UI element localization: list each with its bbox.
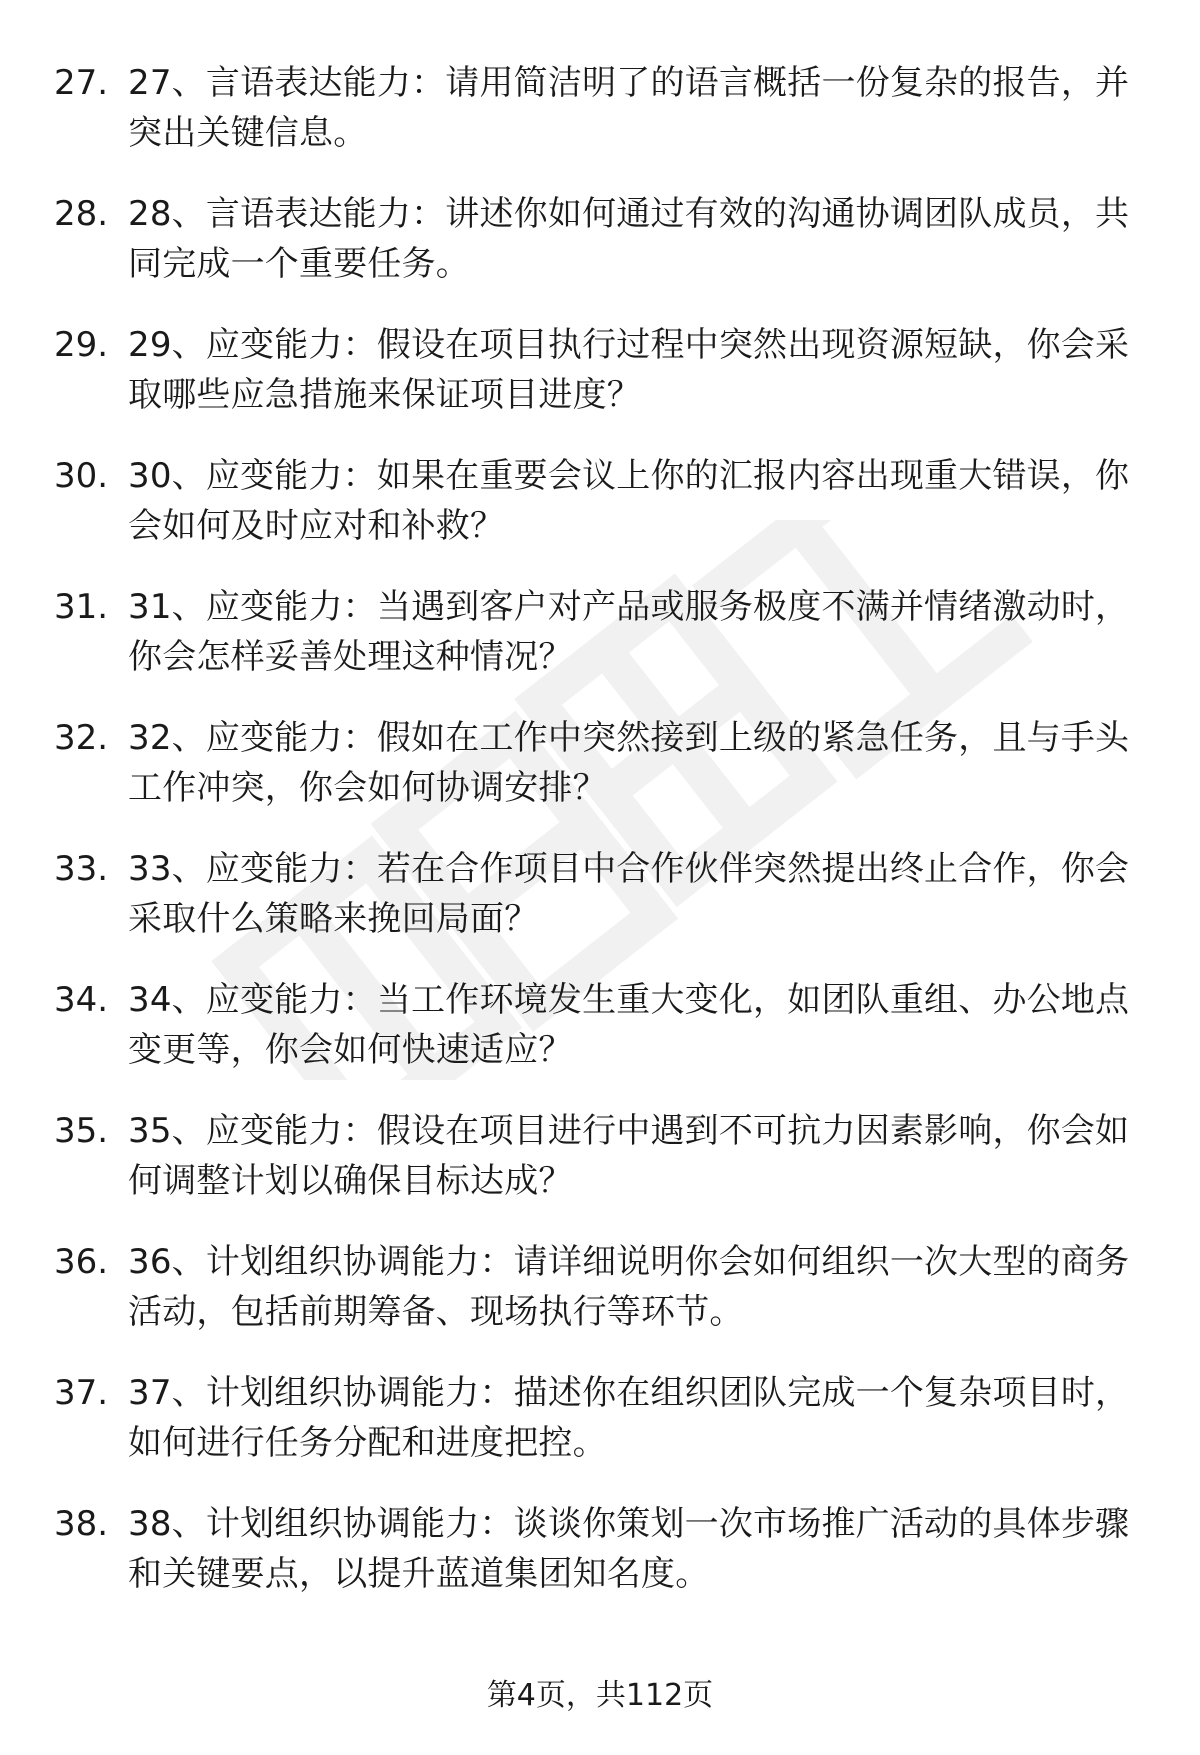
question-item xyxy=(0,1499,1200,1630)
question-number: 29. xyxy=(54,325,109,365)
question-item xyxy=(0,451,1200,582)
question-text: 27、言语表达能力：请用简洁明了的语言概括一份复杂的报告，并突出关键信息。 xyxy=(128,63,1130,153)
question-item xyxy=(0,1237,1200,1368)
question-number: 37. xyxy=(54,1373,109,1413)
question-number: 28. xyxy=(54,194,109,234)
question-text: 34、应变能力：当工作环境发生重大变化，如团队重组、办公地点变更等，你会如何快速适应？ xyxy=(128,980,1130,1070)
question-number: 30. xyxy=(54,456,109,496)
question-text: 32、应变能力：假如在工作中突然接到上级的紧急任务，且与手头工作冲突，你会如何协调安排？ xyxy=(128,718,1130,808)
question-number: 32. xyxy=(54,718,109,758)
question-number: 36. xyxy=(54,1242,109,1282)
question-item xyxy=(0,320,1200,451)
question-text: 38、计划组织协调能力：谈谈你策划一次市场推广活动的具体步骤和关键要点，以提升蓝道集团知名度。 xyxy=(128,1504,1130,1594)
question-list xyxy=(0,58,1200,1630)
question-item xyxy=(0,844,1200,975)
question-number: 27. xyxy=(54,63,109,103)
question-item xyxy=(0,1368,1200,1499)
question-text: 30、应变能力：如果在重要会议上你的汇报内容出现重大错误，你会如何及时应对和补救？ xyxy=(128,456,1130,546)
question-number: 33. xyxy=(54,849,109,889)
question-text: 35、应变能力：假设在项目进行中遇到不可抗力因素影响，你会如何调整计划以确保目标达成？ xyxy=(128,1111,1130,1201)
question-item xyxy=(0,713,1200,844)
question-text: 33、应变能力：若在合作项目中合作伙伴突然提出终止合作，你会采取什么策略来挽回局面？ xyxy=(128,849,1130,939)
question-item xyxy=(0,975,1200,1106)
question-number: 35. xyxy=(54,1111,109,1151)
question-text: 37、计划组织协调能力：描述你在组织团队完成一个复杂项目时，如何进行任务分配和进度把控。 xyxy=(128,1373,1130,1463)
question-text: 29、应变能力：假设在项目执行过程中突然出现资源短缺，你会采取哪些应急措施来保证项目进度？ xyxy=(128,325,1130,415)
question-text: 28、言语表达能力：讲述你如何通过有效的沟通协调团队成员，共同完成一个重要任务。 xyxy=(128,194,1130,284)
question-text: 31、应变能力：当遇到客户对产品或服务极度不满并情绪激动时，你会怎样妥善处理这种情况？ xyxy=(128,587,1130,677)
question-number: 31. xyxy=(54,587,109,627)
question-item xyxy=(0,189,1200,320)
question-item xyxy=(0,582,1200,713)
question-number: 38. xyxy=(54,1504,109,1544)
question-item xyxy=(0,58,1200,189)
question-number: 34. xyxy=(54,980,109,1020)
question-item xyxy=(0,1106,1200,1237)
page-indicator: 第4页，共112页 xyxy=(486,1678,714,1713)
question-text: 36、计划组织协调能力：请详细说明你会如何组织一次大型的商务活动，包括前期筹备、现场执行等环节。 xyxy=(128,1242,1130,1332)
